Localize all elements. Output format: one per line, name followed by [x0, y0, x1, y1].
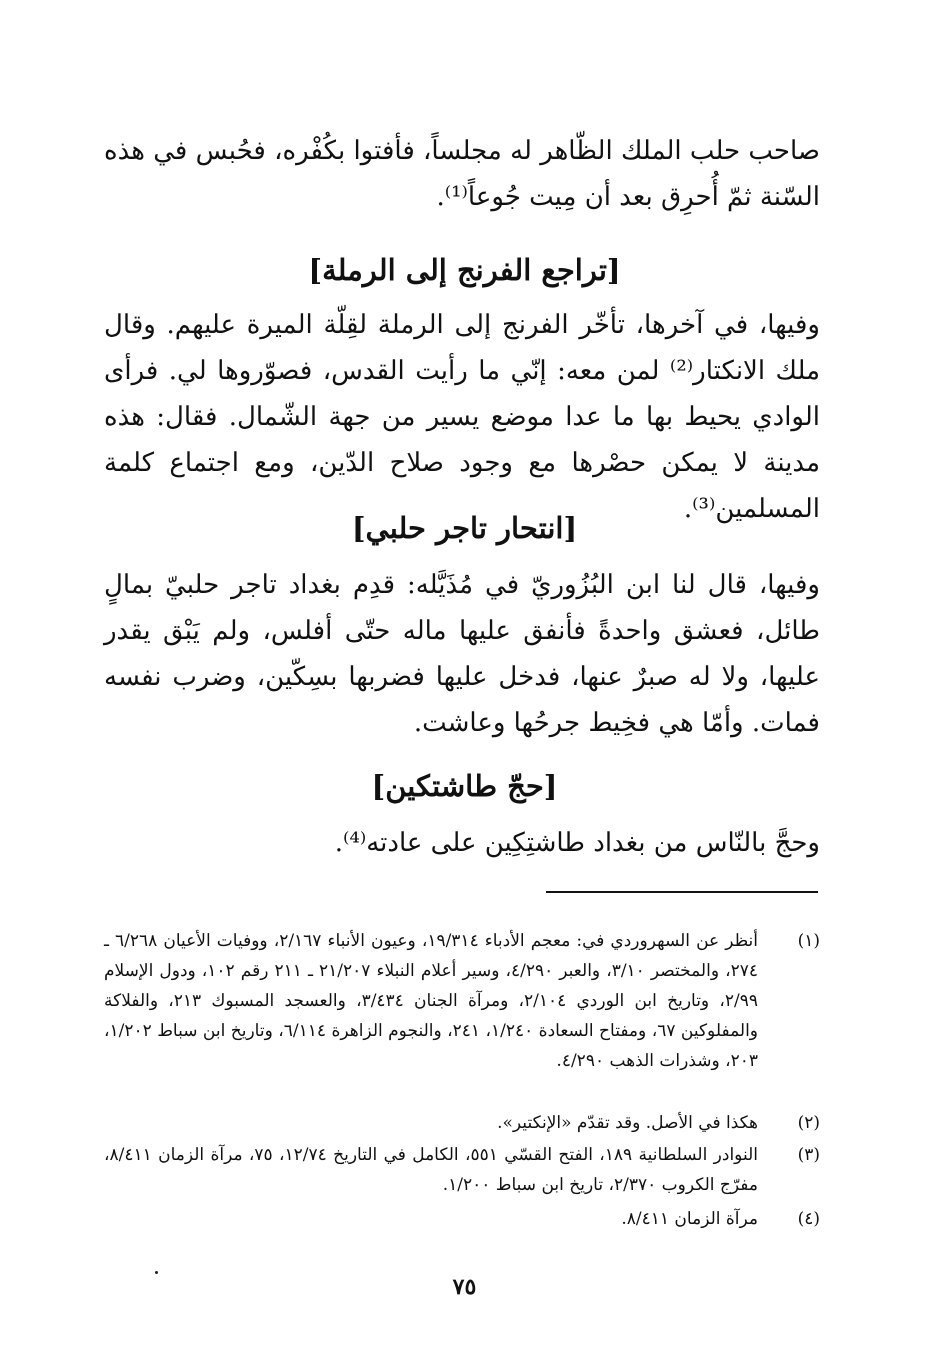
paragraph-aleppo-merchant: وفيها، قال لنا ابن البُزُوريّ في مُذَيَّله: قدِم بغداد تاجر حلبيّ بمالٍ طائل، فعشق واحدةً فأنفق عليها ماله حتّى أفلس، ولم يَبْق يقدر عليها، ولا له صبرٌ عنها، فدخل عليها فضربها بسِكّين، وضرب نفسه فمات. وأمّا هي فخِيط جرحُها وعاشت.: [104, 570, 820, 738]
footnote-text: مرآة الزمان ٨/٤١١.: [621, 1209, 758, 1229]
footnote-number: (٤): [797, 1209, 820, 1229]
footnote-number: (٢): [797, 1113, 820, 1133]
footnote-4: [104, 1204, 820, 1234]
footnote-2: [104, 1108, 820, 1138]
footnote-text: أنظر عن السهروردي في: معجم الأدباء ١٩/٣١٤، وعيون الأنباء ٢/١٦٧، ووفيات الأعيان ٦/٢٦٨ ـ ٢٧٤، والمختصر ٣/١٠، والعبر ٤/٢٩٠، وسير أعلام النبلاء ٢١/٢٠٧ ـ ٢١١ رقم ١٠٢، ودول الإسلام ٢/٩٩، وتاريخ ابن الوردي ٢/١٠٤، ومرآة الجنان ٣/٤٣٤، والعسجد المسبوك ٢١٣، والفلاكة والمفلوكين ٦٧، ومفتاح السعادة ١/٢٤٠، ٢٤١، والنجوم الزاهرة ٦/١١٤، وتاريخ ابن سباط ١/٢٠٢، ٢٠٣، وشذرات الذهب ٤/٢٩٠.: [104, 931, 759, 1071]
section-heading-franks-ramla: [تراجع الفرنج إلى الرملة]: [308, 253, 621, 287]
paragraph-tashtakin-hajj: وحجَّ بالنّاس من بغداد طاشتِكِين على عادته⁽⁴⁾.: [334, 828, 820, 858]
footnote-text: النوادر السلطانية ١٨٩، الفتح القسّي ٥٥١، الكامل في التاريخ ١٢/٧٤، ٧٥، مرآة الزمان ٨/٤١١، مفرّج الكروب ٢/٣٧٠، تاريخ ابن سباط ١/٢٠٠.: [104, 1145, 758, 1195]
footnote-text: هكذا في الأصل. وقد تقدّم «الإنكتير».: [497, 1113, 758, 1133]
footnote-separator: [546, 891, 818, 893]
section-heading-tashtakin-hajj: [حجّ طاشتكين]: [371, 769, 558, 803]
page-number: ٧٥: [452, 1274, 477, 1300]
footnote-1: [104, 926, 820, 1076]
footnote-3: [104, 1140, 820, 1200]
section-heading-aleppo-merchant: [انتحار تاجر حلبي]: [351, 511, 578, 545]
paragraph-suhrawardi-end: صاحب حلب الملك الظّاهر له مجلساً، فأفتوا بكُفْره، فحُبس في هذه السّنة ثمّ أُحرِق بعد أن مِيت جُوعاً⁽¹⁾.: [104, 136, 820, 212]
paragraph-franks-ramla: وفيها، في آخرها، تأخّر الفرنج إلى الرملة لقِلّة الميرة عليهم. وقال ملك الانكتار⁽²⁾ لمن معه: إنّي ما رأيت القدس، فصوّروها لي. فرأى الوادي يحيط بها ما عدا موضع يسير من جهة الشّمال. فقال: هذه مدينة لا يمكن حصْرها مع وجود صلاح الدّين، ومع اجتماع كلمة المسلمين⁽³⁾.: [104, 310, 821, 524]
footnote-number: (١): [797, 931, 820, 951]
footnote-number: (٣): [797, 1145, 820, 1165]
